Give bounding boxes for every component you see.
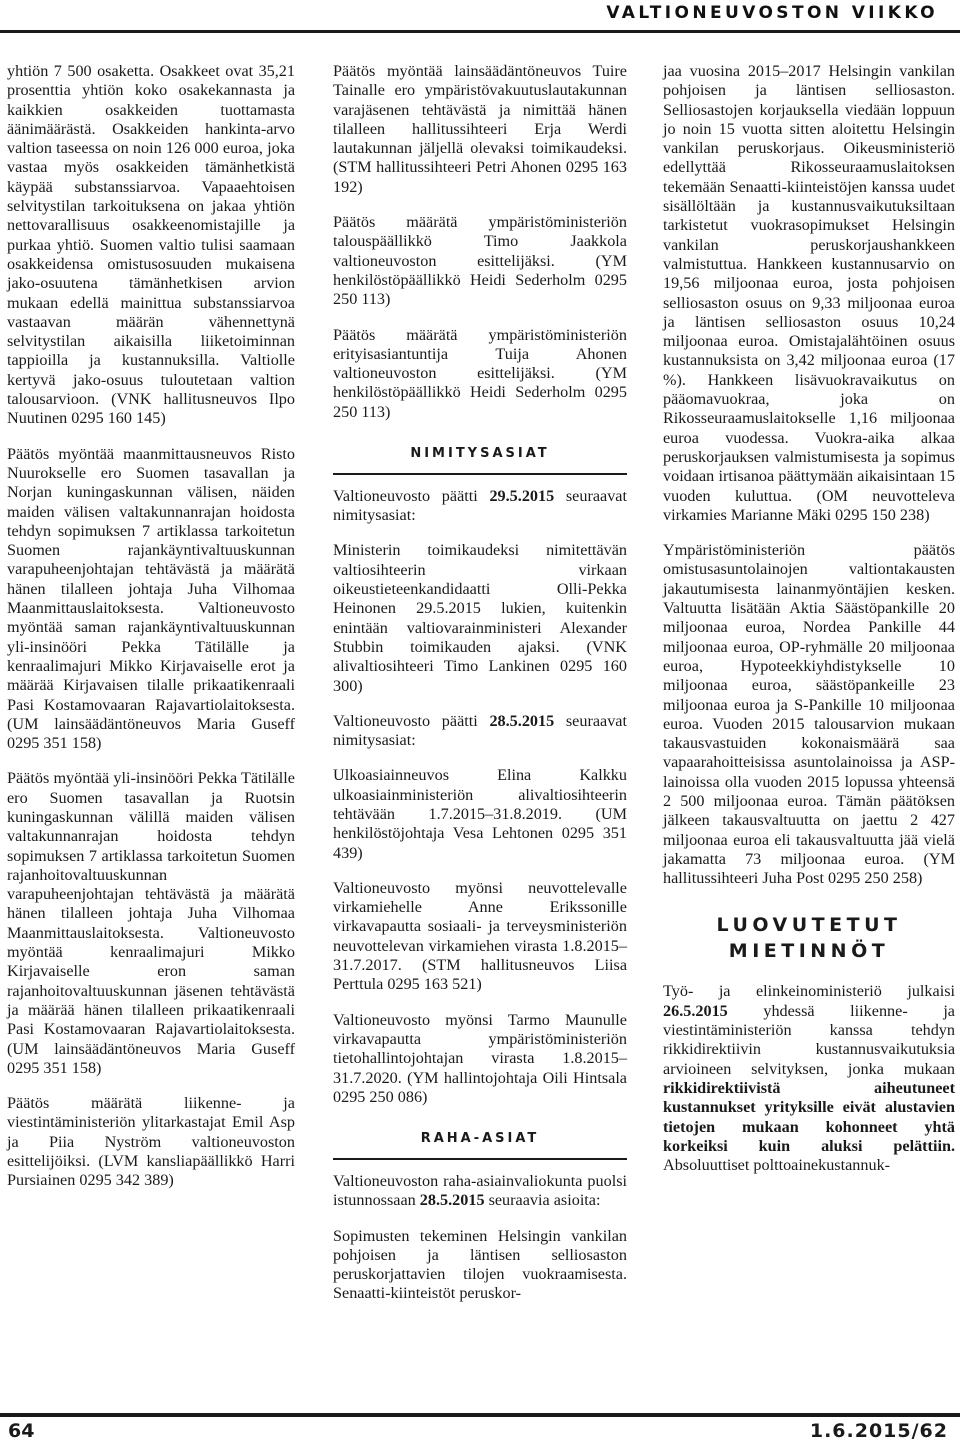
date-emphasis: 28.5.2015 xyxy=(419,1191,485,1210)
date-emphasis: 28.5.2015 xyxy=(489,711,555,730)
paragraph: Päätös määrätä ympäristöministeriön talouspäällikkö Timo Jaakkola valtioneuvoston esittelijäksi. (YM henkilöstöpäällikkö Heidi Sederholm 0295 250 113) xyxy=(333,213,627,309)
publication-title: VALTIONEUVOSTON VIIKKO xyxy=(606,3,938,23)
page-number: 64 xyxy=(8,1420,35,1442)
paragraph: Päätös myöntää lainsäädäntöneuvos Tuire Tainalle ero ympäristövakuutuslautakunnan varajäsenen tehtävästä ja nimittää hänen tilalleen hallitussihteeri Erja Werdi lautakunnan jäljellä olevaksi toimikaudeksi. (STM hallitussihteeri Petri Ahonen 0295 163 192) xyxy=(333,62,627,196)
bold-emphasis: rikkidirektiivistä aiheutuneet kustannukset yrityksille eivät alustavien tietojen mukaan kohonneet yhtä korkeiksi kuin aluksi pelättiin. xyxy=(663,1078,955,1155)
column-3 xyxy=(663,62,955,1175)
issue-label: 1.6.2015/62 xyxy=(809,1420,948,1442)
paragraph: Työ- ja elinkeinoministeriö julkaisi 26.5.2015 yhdessä liikenne- ja viestintäministeriön kanssa tehdyn rikkidirektiivin kustannusvaikutuksia arvioineen selvityksen, jonka mukaan rikkidirektiivistä aiheutuneet kustannukset yrityksille eivät alustavien tietojen mukaan kohonneet yhtä korkeiksi kuin aluksi pelättiin. Absoluuttiset polttoainekustannuk- xyxy=(663,982,955,1175)
paragraph: Päätös määrätä ympäristöministeriön erityisasiantuntija Tuija Ahonen valtioneuvoston esittelijäksi. (YM henkilöstöpäällikkö Heidi Sederholm 0295 250 113) xyxy=(333,325,627,421)
paragraph: jaa vuosina 2015–2017 Helsingin vankilan pohjoisen ja läntisen selliosaston. Selliosastojen korjauksella viedään loppuun jo noin 15 vuotta sitten aloitettu Helsingin vankilan peruskorjaus. Oikeusministeriö edellyttää Rikosseuraamuslaitoksen tekemään Senaatti-kiinteistöjen kanssa uudet sisällöltään ja kustannusvaikutuksiltaan tarkistetut vuokrasopimukset Helsingin vankilan peruskorjaushankkeen valmistuttua. Hankkeen kustannusarvio on 19,56 miljoonaa euroa, josta pohjoisen selliosaston osuus on 9,33 miljoonaa euroa ja läntisen selliosaston osuus 10,24 miljoonaa euroa. Omistajalähtöinen osuus kustannuksista on 3,42 miljoonaa euroa (17 %). Hankkeen lisävuokravaikutus on pääomavuokraa, joka on Rikosseuraamuslaitokselle 1,16 miljoonaa euroa vuodessa. Vuokra-aika alkaa peruskorjauksen valmistumisesta ja sopimus voidaan irtisanoa päättymään aikaisintaan 15 vuoden kuluttua. (OM neuvotteleva virkamies Marianne Mäki 0295 150 238) xyxy=(663,62,955,524)
paragraph: Päätös määrätä liikenne- ja viestintäministeriön ylitarkastajat Emil Asp ja Piia Nyström valtioneuvoston esittelijöiksi. (LVM kansliapäällikkö Harri Pursiainen 0295 342 389) xyxy=(7,1094,295,1190)
date-emphasis: 29.5.2015 xyxy=(489,486,555,505)
paragraph: Ympäristöministeriön päätös omistusasuntolainojen valtiontakausten jakautumisesta lainanmyöntäjien kesken. Valtuutta lisätään Aktia Säästöpankille 20 miljoonaa euroa, Nordea Pankille 44 miljoonaa euroa, OP-ryhmälle 20 miljoonaa euroa, Hypoteekkiyhdistykselle 10 miljoonaa euroa, säästöpankeille 23 miljoonaa euroa ja S-Pankille 10 miljoonaa euroa. Vuoden 2015 talousarvion mukaan takausvastuiden kokonaismäärä saa vapaarahoitteisissa asuntolainoissa ja ASP-lainoissa olla vuoden 2015 lopussa yhteensä 2 500 miljoonaa euroa. Tämän päätöksen jälkeen takausvaltuutta on jaettu 2 427 miljoonaa euroa eli takausvaltuutta jää vielä jakamatta 73 miljoonaa euroa. (YM hallitussihteeri Juha Post 0295 250 258) xyxy=(663,541,955,888)
header-rule xyxy=(0,30,960,33)
paragraph: Valtioneuvoston raha-asiainvaliokunta puolsi istunnossaan 28.5.2015 seuraavia asioita: xyxy=(333,1171,627,1210)
page-header xyxy=(0,0,960,40)
paragraph: Päätös myöntää maanmittausneuvos Risto Nuurokselle ero Suomen tasavallan ja Norjan kuningaskunnan välisen, näiden maiden välisen valtakunnanrajan hoidosta tehdyn sopimuksen 7 artiklassa tarkoitetun Suomen rajankäyntivaltuuskunnan varapuheenjohtajan tehtävästä ja määrätä hänen tilalleen johtaja Juha Vilhomaa Maanmittauslaitoksesta. Valtioneuvosto myöntää saman rajankäyntivaltuuskunnan yli-insinööri Pekka Tätilälle ja kenraalimajuri Mikko Kirjavaiselle erot ja määrää Kirjavaisen tilalle prikaatikenraali Pasi Kostamovaaran Rajavartiolaitoksesta. (UM lainsäädäntöneuvos Maria Guseff 0295 351 158) xyxy=(7,444,295,753)
section-heading-nimitysasiat: NIMITYSASIAT xyxy=(410,446,550,462)
paragraph: Päätös myöntää yli-insinööri Pekka Tätilälle ero Suomen tasavallan ja Ruotsin kuningaskunnan välillä maiden välisen valtakunnanrajan hoidosta tehdyn sopimuksen 7 artiklassa tarkoitetun Suomen rajanhoitovaltuuskunnan varapuheenjohtajan tehtävästä ja määrätä hänen tilalleen johtaja Juha Vilhomaa Maanmittauslaitoksesta. Valtioneuvosto myöntää kenraalimajuri Mikko Kirjavaiselle eron saman rajanhoitovaltuuskunnan jäsenen tehtävästä ja määrää hänen tilalleen prikaatikenraali Pasi Kostamovaaran Rajavartiolaitoksesta. (UM lainsäädäntöneuvos Maria Guseff 0295 351 158) xyxy=(7,769,295,1077)
paragraph: Valtioneuvosto myönsi Tarmo Maunulle virkavapautta ympäristöministeriön tietohallintojohtajan virasta 1.8.2015–31.7.2020. (YM hallintojohtaja Oili Hintsala 0295 250 086) xyxy=(333,1010,627,1106)
section-rule xyxy=(333,1158,627,1160)
paragraph: yhtiön 7 500 osaketta. Osakkeet ovat 35,21 prosenttia yhtiön koko osakekannasta ja kaikkien osakkeiden tuottamasta äänimäärästä. Osakkeiden hankinta-arvo valtion taseessa on noin 126 000 euroa, joka vastaa myös osakkeiden tämänhetkistä käypää substanssiarvoa. Vapaaehtoisen selvitystilan tarkoituksena on jakaa yhtiön nettovarallisuus osakkeenomistajille ja purkaa yhtiö. Suomen valtio tulisi saamaan osakkeidensa omistusosuuden mukaisena jako-osuutena tämänhetkisen arvion mukaan edellä mainittua substanssiarvoa vastaavan määrän vähennettynä selvitystilan aikaisilla liiketoiminnan tappioilla ja kustannuksilla. Valtiolle kertyvä jako-osuus tuloutetaan valtion talousarvioon. (VNK hallitusneuvos Ilpo Nuutinen 0295 160 145) xyxy=(7,62,295,428)
column-2 xyxy=(333,62,627,1304)
paragraph: Valtioneuvosto myönsi neuvottelevalle virkamiehelle Anne Erikssonille virkavapautta sosiaali- ja terveysministeriön neuvottelevan virkamiehen virasta 1.8.2015–31.7.2017. (STM hallitusneuvos Liisa Perttula 0295 163 521) xyxy=(333,878,627,994)
column-1 xyxy=(7,62,295,1191)
paragraph: Ministerin toimikaudeksi nimitettävän valtiosihteerin virkaan oikeustieteenkandidaatti Olli-Pekka Heinonen 29.5.2015 lukien, kuitenkin enintään valtiovarainministeri Alexander Stubbin toimikauden ajaksi. (VNK alivaltiosihteeri Timo Lankinen 0295 160 300) xyxy=(333,541,627,695)
footer-rule xyxy=(0,1413,960,1417)
section-heading-luovutetut-mietinnot: LUOVUTETUT MIETINNÖT xyxy=(716,914,902,963)
paragraph: Ulkoasiainneuvos Elina Kalkku ulkoasiainministeriön alivaltiosihteerin tehtävään 1.7.2015–31.8.2019. (UM henkilöstöjohtaja Vesa Lehtonen 0295 351 439) xyxy=(333,766,627,862)
section-heading-raha-asiat: RAHA-ASIAT xyxy=(420,1131,540,1147)
paragraph: Sopimusten tekeminen Helsingin vankilan pohjoisen ja läntisen selliosaston peruskorjattavien tilojen vuokraamisesta. Senaatti-kiinteistöt peruskor- xyxy=(333,1226,627,1303)
paragraph: Valtioneuvosto päätti 29.5.2015 seuraavat nimitysasiat: xyxy=(333,486,627,525)
paragraph: Valtioneuvosto päätti 28.5.2015 seuraavat nimitysasiat: xyxy=(333,711,627,750)
date-emphasis: 26.5.2015 xyxy=(663,1001,728,1020)
section-rule xyxy=(333,473,627,475)
